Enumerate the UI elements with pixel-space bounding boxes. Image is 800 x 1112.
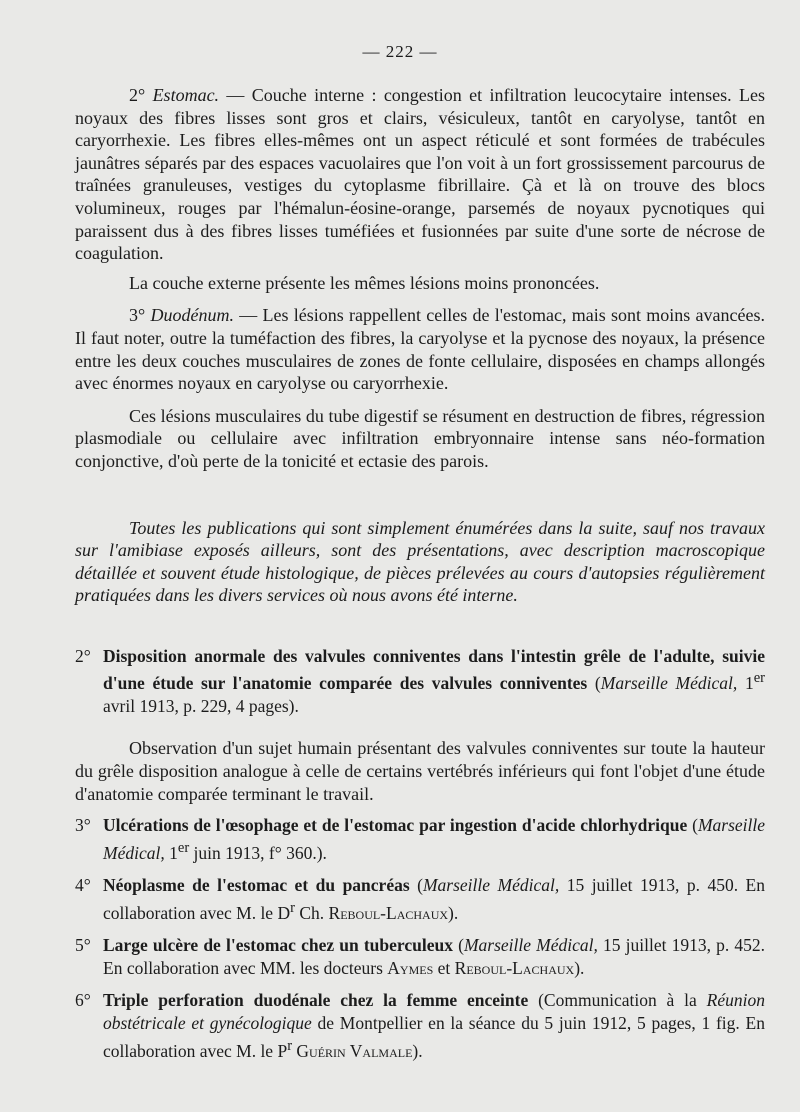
entry-collab-name: Guérin Valmale bbox=[292, 1040, 413, 1061]
entry-ref: 15 juillet 1913, p. 450. bbox=[559, 875, 739, 896]
entry-journal: Marseille Médical, bbox=[463, 935, 598, 956]
estomac-number: 2° bbox=[129, 85, 146, 105]
entry-meeting: Réunion obstétricale et gynécologique bbox=[103, 990, 765, 1034]
entry-collab: En collaboration avec M. le P bbox=[103, 1013, 765, 1061]
duodenum-paragraph bbox=[75, 304, 765, 394]
entry-ref: de Montpellier en la séance du 5 juin 1912, 5 pages, 1 fig. bbox=[311, 1013, 740, 1034]
couche-externe-paragraph: La couche externe présente les mêmes lésions moins prononcées. bbox=[129, 272, 600, 293]
entry-collab-and: et bbox=[433, 957, 455, 978]
entry-paren: ( bbox=[687, 815, 698, 836]
estomac-title: Estomac. bbox=[152, 85, 220, 105]
entry-superscript: r bbox=[290, 899, 295, 916]
publication-entry-5 bbox=[75, 934, 765, 979]
entry-number: 3° bbox=[75, 815, 91, 836]
entry-collab-name-2: Reboul-Lachaux bbox=[454, 957, 575, 978]
duodenum-text: — Les lésions rappellent celles de l'estomac, mais sont moins avancées. Il faut noter, outre la tuméfaction des fibres, la caryolyse et la pycnose des noyaux, la présence entre les deux couches musculaires de zones de fonte cellulaire, disposées en champs allongés avec énormes noyaux en caryolyse ou caryorrhexie. bbox=[75, 305, 765, 394]
entry-paren: ( bbox=[409, 875, 423, 896]
entry-paren: ( bbox=[587, 673, 601, 694]
estomac-text: — Couche interne : congestion et infiltration leucocytaire intenses. Les noyaux des fibres lisses sont gros et clairs, vésiculeux, tantôt en caryolyse, tantôt en caryorrhexie. Les fibres elles-mêmes ont un aspect réticulé et sont formées de trabécules jaunâtres séparés par des espaces vacuolaires que l'on voit à un fort grossissement parcourus de traînées granuleuses, vestiges du cytoplasme fibrillaire. Çà et là on trouve des blocs volumineux, rouges par l'hémalun-éosine-orange, parsemés de noyaux pycnotiques qui paraissent dus à des fibres lisses tuméfiées et fusionnées par suite d'une sorte de nécrose de coagulation. bbox=[75, 85, 765, 264]
publication-entry-4 bbox=[75, 874, 765, 924]
entry-number: 2° bbox=[75, 645, 91, 666]
publication-entry-6 bbox=[75, 989, 765, 1062]
entry-superscript: er bbox=[177, 839, 190, 856]
page-body bbox=[75, 84, 765, 1062]
entry-collab: En collaboration avec MM. les docteurs bbox=[103, 957, 388, 978]
duodenum-title: Duodénum. bbox=[150, 305, 234, 326]
entry-superscript: r bbox=[287, 1037, 293, 1054]
entry-text bbox=[103, 814, 765, 864]
entry-journal: Marseille Médical, bbox=[422, 875, 560, 896]
duodenum-number: 3° bbox=[129, 305, 146, 326]
entry-title: Ulcérations de l'œsophage et de l'estomac par ingestion d'acide chlorhydrique bbox=[103, 815, 688, 836]
entry-paren: (Communication à la bbox=[528, 990, 707, 1011]
entry-journal: Marseille Médical, bbox=[600, 673, 738, 694]
entry-2-description: Observation d'un sujet humain présentant des valvules conniventes sur toute la hauteur du grêle disposition analogue à celle de certains vertébrés inférieurs qui font l'objet d'une étude d'anatomie comparée terminant le travail. bbox=[75, 738, 765, 804]
entry-title: Néoplasme de l'estomac et du pancréas bbox=[103, 875, 410, 896]
entry-text bbox=[103, 934, 765, 979]
entry-number: 4° bbox=[75, 875, 91, 896]
publications-note: Toutes les publications qui sont simplement énumérées dans la suite, sauf nos travaux sur l'amibiase exposés ailleurs, sont des présentations, avec description macroscopique détaillée et souvent étude histologique, de pièces prélevées au cours d'autopsies régulièrement pratiquées dans les divers services où nous avons été interne. bbox=[75, 517, 765, 606]
entry-ref: 1 bbox=[164, 842, 178, 863]
entry-title: Large ulcère de l'estomac chez un tuberculeux bbox=[103, 935, 453, 956]
entry-title: Triple perforation duodénale chez la femme enceinte bbox=[103, 990, 529, 1011]
entry-text bbox=[103, 874, 765, 924]
entry-ref: 1 bbox=[737, 673, 754, 694]
entry-close: ). bbox=[574, 957, 585, 978]
page-number: — 222 — bbox=[362, 42, 438, 61]
entry-text bbox=[103, 645, 765, 718]
entry-collab-surname: Reboul-Lachaux bbox=[328, 902, 449, 923]
entry-ref-end: juin 1913, f° 360.). bbox=[189, 842, 327, 863]
entry-collab: En collaboration avec M. le D bbox=[103, 875, 765, 923]
entry-close: ). bbox=[412, 1040, 423, 1061]
publication-entry-3 bbox=[75, 814, 765, 864]
entry-collab-name: Ch. bbox=[294, 902, 329, 923]
entry-journal: Marseille Médical, bbox=[103, 815, 766, 863]
estomac-paragraph bbox=[75, 84, 765, 265]
entry-title: Disposition anormale des valvules conniventes dans l'intestin grêle de l'adulte, suivie d'une étude sur l'anatomie comparée des valvules conniventes bbox=[103, 645, 765, 694]
entry-number: 6° bbox=[75, 990, 91, 1011]
entry-paren: ( bbox=[452, 935, 464, 956]
summary-paragraph: Ces lésions musculaires du tube digestif se résument en destruction de fibres, régression plasmodiale ou cellulaire avec infiltration embryonnaire intense sans néo-formation conjonctive, d'où perte de la tonicité et ectasie des parois. bbox=[75, 405, 765, 471]
entry-ref-end: avril 1913, p. 229, 4 pages). bbox=[103, 695, 299, 716]
entry-superscript: er bbox=[753, 670, 766, 687]
entry-text bbox=[103, 989, 765, 1062]
publication-entry-2 bbox=[75, 645, 765, 718]
entry-collab-name-1: Aymes bbox=[387, 957, 434, 978]
entry-ref: 15 juillet 1913, p. 452. bbox=[597, 935, 766, 956]
entry-close: ). bbox=[448, 902, 459, 923]
entry-number: 5° bbox=[75, 935, 91, 956]
